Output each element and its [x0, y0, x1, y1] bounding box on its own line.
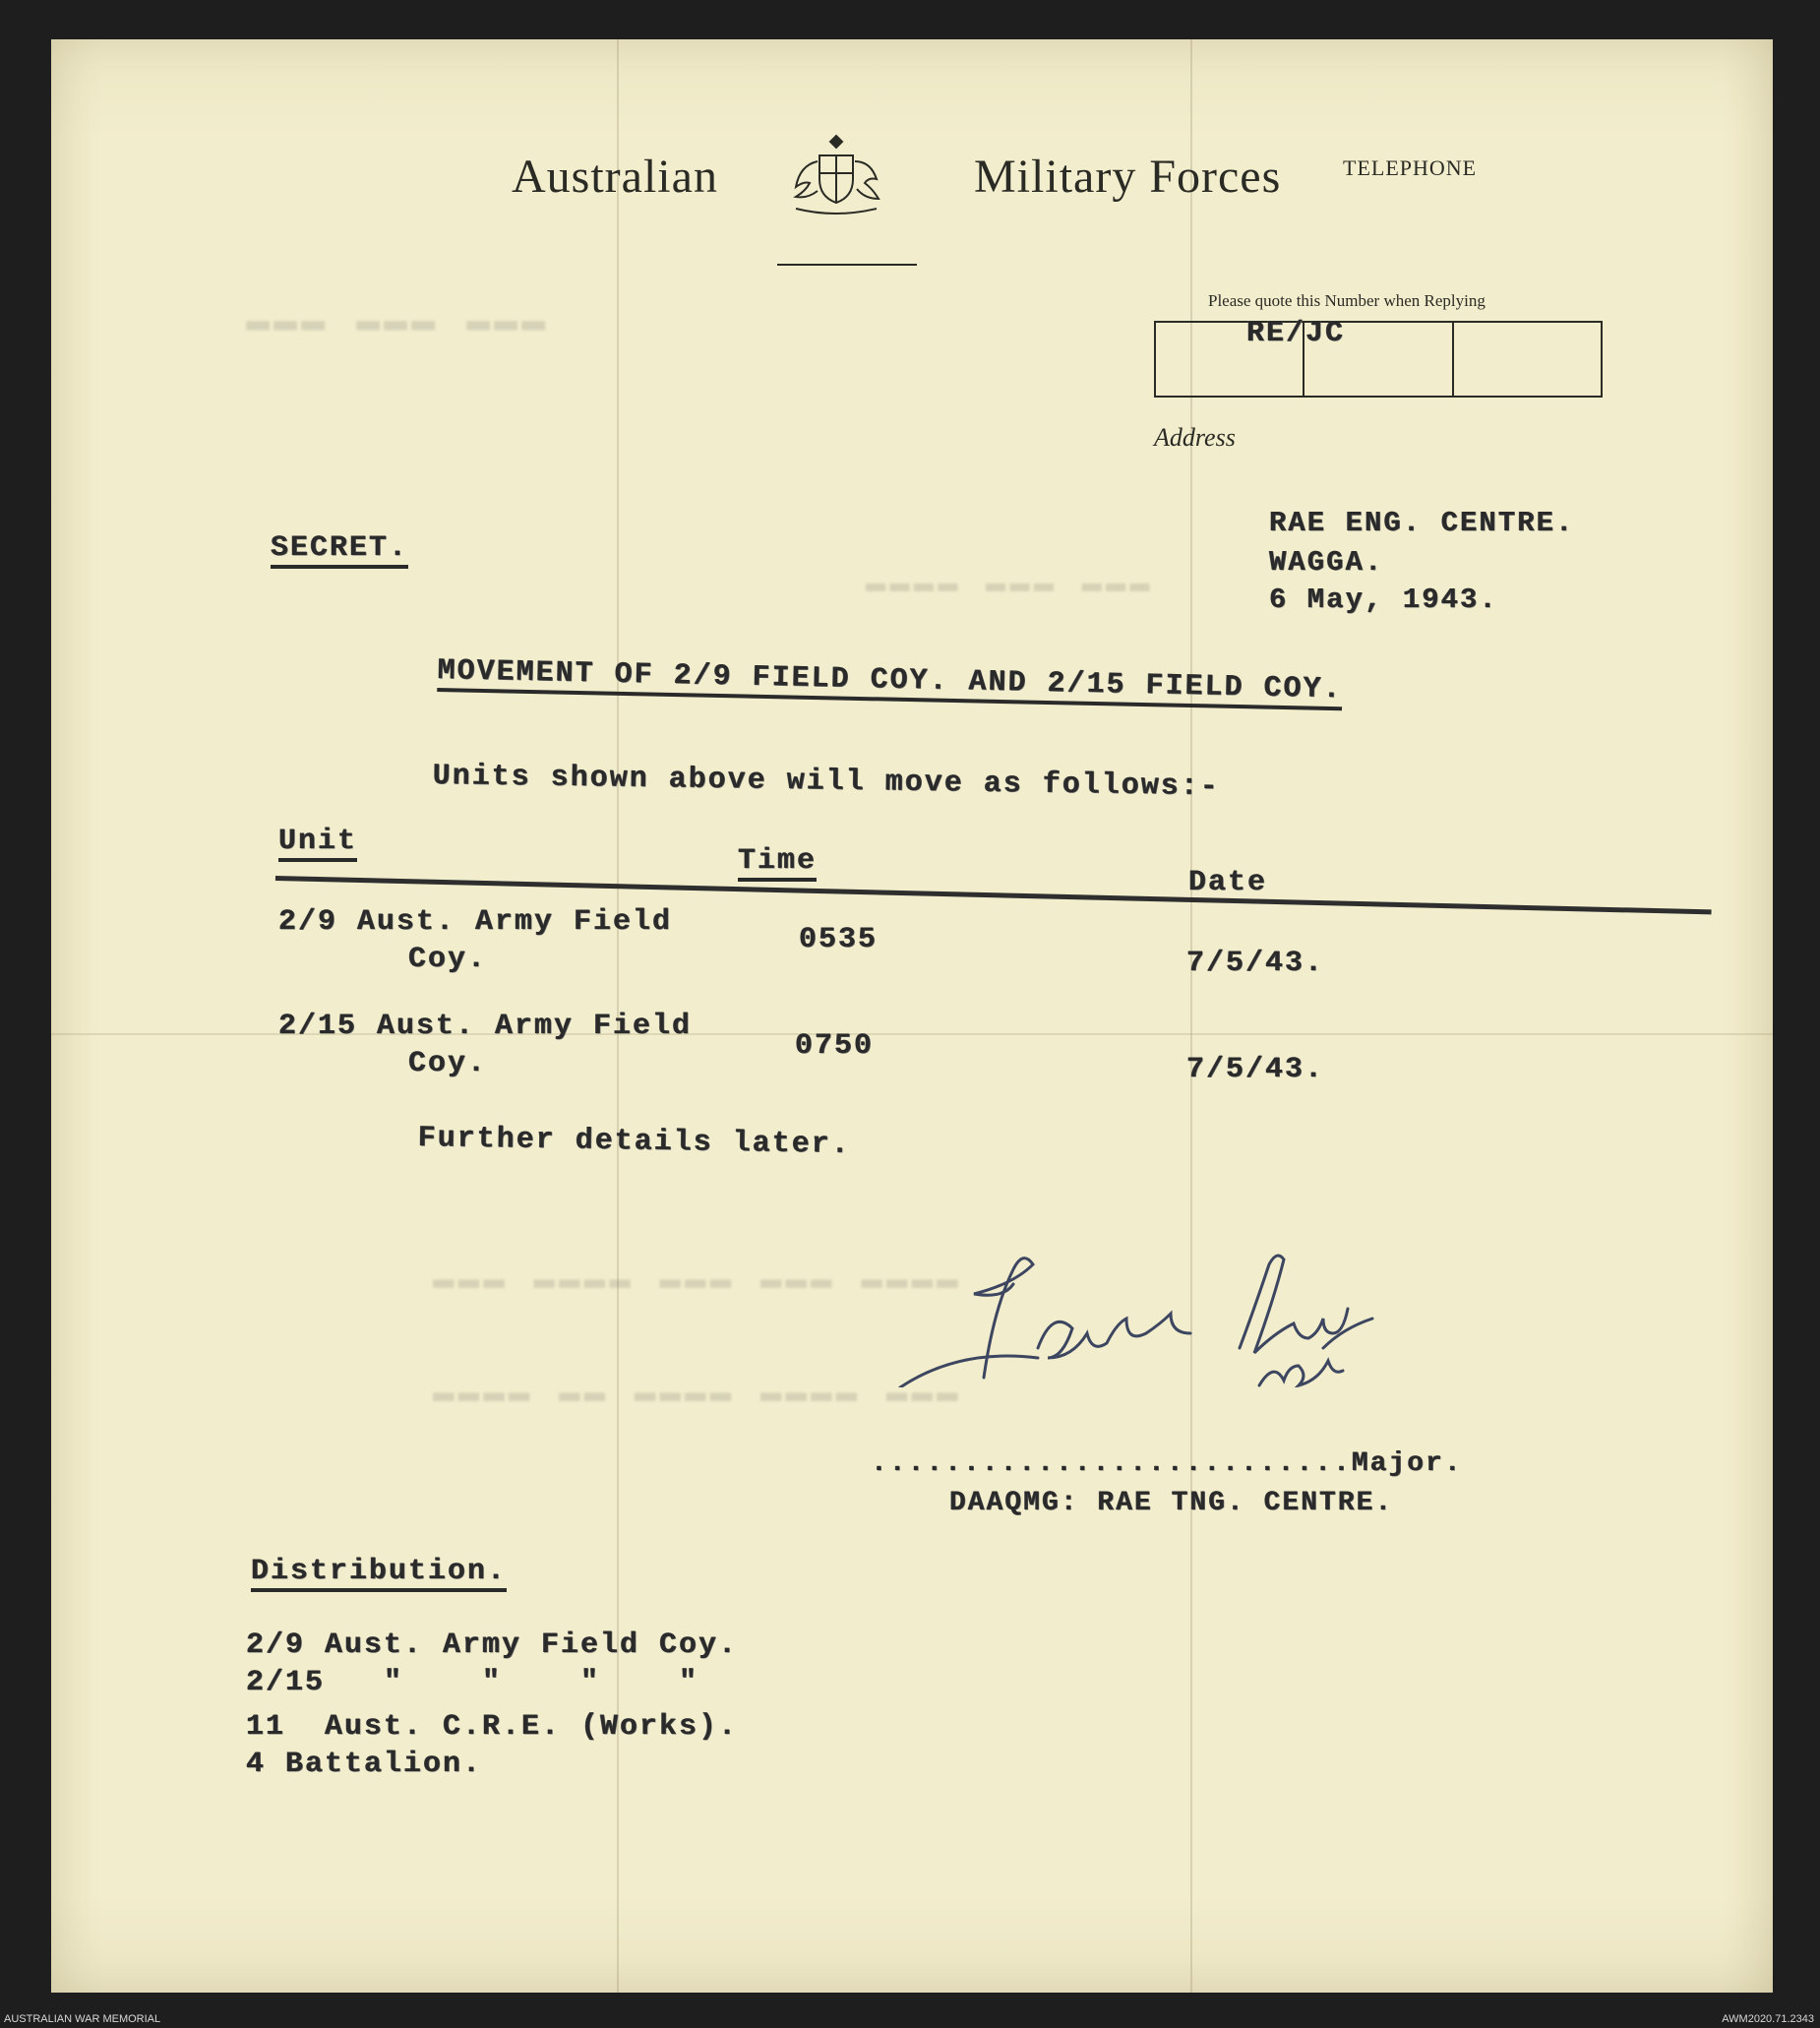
- distribution-heading: [251, 1555, 507, 1588]
- table-header-time: [738, 844, 817, 878]
- telephone-label: TELEPHONE: [1343, 155, 1478, 180]
- further-details: Further details later.: [417, 1122, 852, 1162]
- letterhead-title-left: Australian: [512, 151, 718, 203]
- quote-instruction: Please quote this Number when Replying: [1208, 291, 1486, 310]
- reference-number-box: [1154, 317, 1603, 398]
- letterhead-rule: [777, 264, 917, 266]
- reference-cell: [1156, 317, 1346, 396]
- row-1-date: 7/5/43.: [1186, 947, 1325, 980]
- row-1-unit-line-2: Coy.: [408, 943, 488, 976]
- table-header-date: Date: [1188, 866, 1268, 899]
- document-date: 6 May, 1943.: [1269, 584, 1498, 616]
- reference-cell: [1454, 323, 1601, 396]
- reference-cell: [1304, 323, 1453, 396]
- row-2-date: 7/5/43.: [1186, 1053, 1325, 1086]
- footer-institution: AUSTRALIAN WAR MEMORIAL: [4, 2013, 161, 2025]
- show-through-text: ▬▬▬▬ ▬▬ ▬▬▬▬ ▬▬▬▬ ▬▬▬: [433, 1373, 962, 1413]
- classification: [271, 531, 408, 565]
- row-1-time: 0535: [799, 923, 879, 956]
- footer-accession-number: AWM2020.71.2343: [1722, 2013, 1814, 2025]
- address-label: Address: [1154, 423, 1236, 452]
- distribution-item: 4 Battalion.: [246, 1748, 483, 1781]
- signature-appointment: DAAQMG: RAE TNG. CENTRE.: [949, 1488, 1394, 1518]
- distribution-item: 2/15 " " " ": [246, 1666, 699, 1699]
- show-through-text: ▬▬▬ ▬▬▬▬ ▬▬▬ ▬▬▬ ▬▬▬▬: [433, 1260, 962, 1300]
- header-unit-text: Unit: [278, 825, 357, 862]
- row-2-time: 0750: [795, 1029, 875, 1063]
- address-line-1: RAE ENG. CENTRE.: [1269, 507, 1575, 539]
- distribution-item: 2/9 Aust. Army Field Coy.: [246, 1629, 739, 1662]
- handwritten-signature: [826, 1240, 1417, 1387]
- letterhead-title-right: Military Forces: [974, 151, 1282, 203]
- distribution-heading-text: Distribution.: [251, 1555, 507, 1592]
- distribution-item: 11 Aust. C.R.E. (Works).: [246, 1710, 739, 1744]
- intro-text: Units shown above will move as follows:-: [432, 760, 1221, 805]
- show-through-text: ▬▬▬ ▬▬▬ ▬▬▬: [246, 300, 550, 344]
- reference-number: RE/JC: [1246, 317, 1346, 350]
- signature-rank-line: ..........................Major.: [871, 1448, 1463, 1479]
- row-2-unit-line-1: 2/15 Aust. Army Field: [278, 1010, 693, 1043]
- header-time-text: Time: [738, 844, 817, 882]
- show-through-text: ▬▬▬▬ ▬▬▬ ▬▬▬: [866, 566, 1154, 603]
- classification-text: SECRET.: [271, 531, 408, 569]
- row-2-unit-line-2: Coy.: [408, 1047, 488, 1080]
- table-header-unit: [278, 825, 357, 858]
- coat-of-arms-icon: [782, 128, 890, 221]
- address-line-2: WAGGA.: [1269, 546, 1384, 579]
- row-1-unit-line-1: 2/9 Aust. Army Field: [278, 905, 673, 939]
- subject-text: MOVEMENT OF 2/9 FIELD COY. AND 2/15 FIELD COY.: [437, 654, 1343, 710]
